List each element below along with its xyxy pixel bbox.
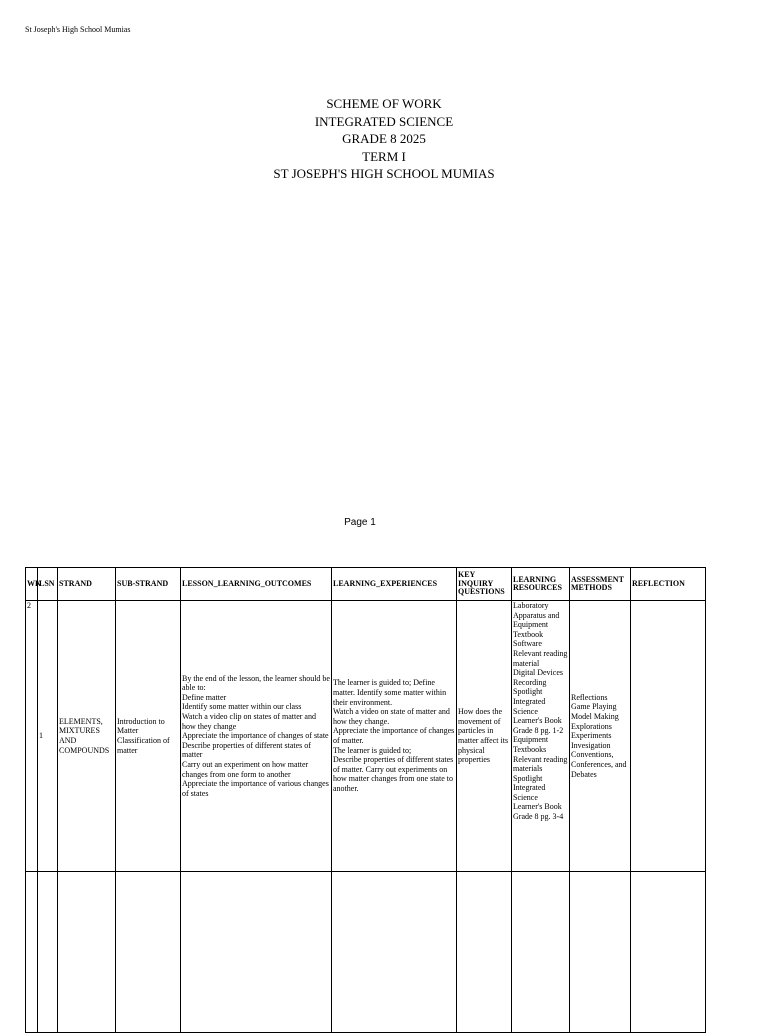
running-header: St Joseph's High School Mumias bbox=[25, 25, 131, 34]
document-title bbox=[0, 95, 768, 183]
strand-line: COMPOUNDS bbox=[59, 745, 110, 755]
resource-line: Textbook bbox=[513, 629, 544, 639]
strand-line: MIXTURES bbox=[59, 726, 100, 736]
cell-sub-strand bbox=[116, 601, 181, 872]
outcome-line: Watch a video clip on states of matter and how they change bbox=[182, 712, 316, 731]
table-row-empty bbox=[26, 872, 706, 1033]
cell-assessment bbox=[570, 601, 631, 872]
cell-experiences bbox=[332, 601, 457, 872]
header-experiences: LEARNING_EXPERIENCES bbox=[332, 568, 457, 601]
resource-line: Recording bbox=[513, 677, 547, 687]
empty-cell bbox=[631, 872, 706, 1033]
title-line: GRADE 8 2025 bbox=[342, 131, 426, 146]
experience-line: Watch a video on state of matter and how they change. bbox=[333, 707, 450, 726]
experience-line: The learner is guided to; bbox=[333, 745, 412, 755]
outcome-line: Define matter bbox=[182, 692, 227, 702]
empty-cell bbox=[512, 872, 570, 1033]
resource-line: Relevant reading materials bbox=[513, 754, 568, 774]
table-row bbox=[26, 601, 706, 872]
resource-line: Spotlight Integrated Science Learner's Book Grade 8 pg. 1-2 bbox=[513, 687, 564, 735]
cell-strand bbox=[58, 601, 116, 872]
empty-cell bbox=[116, 872, 181, 1033]
empty-cell bbox=[570, 872, 631, 1033]
resource-line: Relevant reading material bbox=[513, 648, 568, 668]
resource-line: Spotlight Integrated Science Learner's Book Grade 8 pg. 3-4 bbox=[513, 773, 564, 822]
resource-line: Digital Devices bbox=[513, 668, 563, 678]
sub-strand-line: Introduction to bbox=[117, 716, 165, 726]
assessment-line: Conventions, Conferences, and Debates bbox=[571, 750, 627, 779]
sub-strand-line: Matter bbox=[117, 726, 139, 736]
sub-strand-line: Classification of bbox=[117, 736, 170, 745]
cell-reflection bbox=[631, 601, 706, 872]
header-strand: STRAND bbox=[58, 568, 116, 601]
title-line: ST JOSEPH'S HIGH SCHOOL MUMIAS bbox=[273, 166, 495, 181]
header-sub-strand: SUB-STRAND bbox=[116, 568, 181, 601]
header-wk: WK bbox=[26, 568, 38, 601]
header-inquiry: KEY INQUIRY QUESTIONS bbox=[457, 568, 512, 601]
assessment-line: Experiments bbox=[571, 731, 612, 741]
resource-line: Textbooks bbox=[513, 744, 547, 754]
assessment-line: Game Playing bbox=[571, 702, 617, 712]
experience-line: Describe properties of different states of matter. Carry out experiments on how matter changes from one state to another. bbox=[333, 755, 454, 793]
empty-cell bbox=[332, 872, 457, 1033]
header-lsn: LSN bbox=[38, 568, 58, 601]
table-header-row bbox=[26, 568, 706, 601]
header-resources: LEARNING RESOURCES bbox=[512, 568, 570, 601]
cell-inquiry: How does the movement of particles in matter affect its physical properties bbox=[457, 601, 512, 872]
assessment-line: Reflections bbox=[571, 692, 608, 702]
outcome-line: By the end of the lesson, the learner should be able to: bbox=[182, 673, 330, 693]
assessment-line: Model Making bbox=[571, 712, 619, 722]
outcome-line: Identify some matter within our class bbox=[182, 702, 302, 712]
empty-cell bbox=[38, 872, 58, 1033]
cell-lesson: 1 bbox=[38, 601, 58, 872]
cell-resources bbox=[512, 601, 570, 872]
empty-cell bbox=[181, 872, 332, 1033]
resource-line: Equipment bbox=[513, 735, 549, 745]
cell-week: 2 bbox=[26, 601, 38, 872]
empty-cell bbox=[457, 872, 512, 1033]
outcome-line: Appreciate the importance of various changes of states bbox=[182, 779, 329, 798]
cell-outcomes bbox=[181, 601, 332, 872]
page-number: Page 1 bbox=[344, 517, 376, 528]
sub-strand-line: matter bbox=[117, 745, 138, 755]
strand-line: ELEMENTS, bbox=[59, 716, 103, 726]
resource-line: Laboratory Apparatus and Equipment bbox=[513, 601, 560, 630]
title-line: TERM I bbox=[362, 148, 406, 164]
experience-line: Appreciate the importance of changes of matter. bbox=[333, 726, 455, 745]
outcome-line: Describe properties of different states of matter bbox=[182, 740, 311, 760]
title-line: INTEGRATED SCIENCE bbox=[314, 113, 454, 129]
strand-line: AND bbox=[59, 736, 77, 745]
empty-cell bbox=[26, 872, 38, 1033]
outcome-line: Carry out an experiment on how matter changes from one form to another bbox=[182, 759, 309, 779]
outcome-line: Appreciate the importance of changes of state bbox=[182, 731, 329, 741]
scheme-of-work-table bbox=[25, 567, 706, 1033]
assessment-line: Invesigation bbox=[571, 740, 611, 750]
empty-cell bbox=[58, 872, 116, 1033]
header-assessment: ASSESSMENT METHODS bbox=[570, 568, 631, 601]
assessment-line: Explorations bbox=[571, 721, 612, 731]
resource-line: Software bbox=[513, 639, 542, 649]
header-reflection: REFLECTION bbox=[631, 568, 706, 601]
title-line: SCHEME OF WORK bbox=[326, 96, 442, 111]
header-outcomes: LESSON_LEARNING_OUTCOMES bbox=[181, 568, 332, 601]
experience-line: The learner is guided to; Define matter. Identify some matter within their environment. bbox=[333, 678, 447, 707]
